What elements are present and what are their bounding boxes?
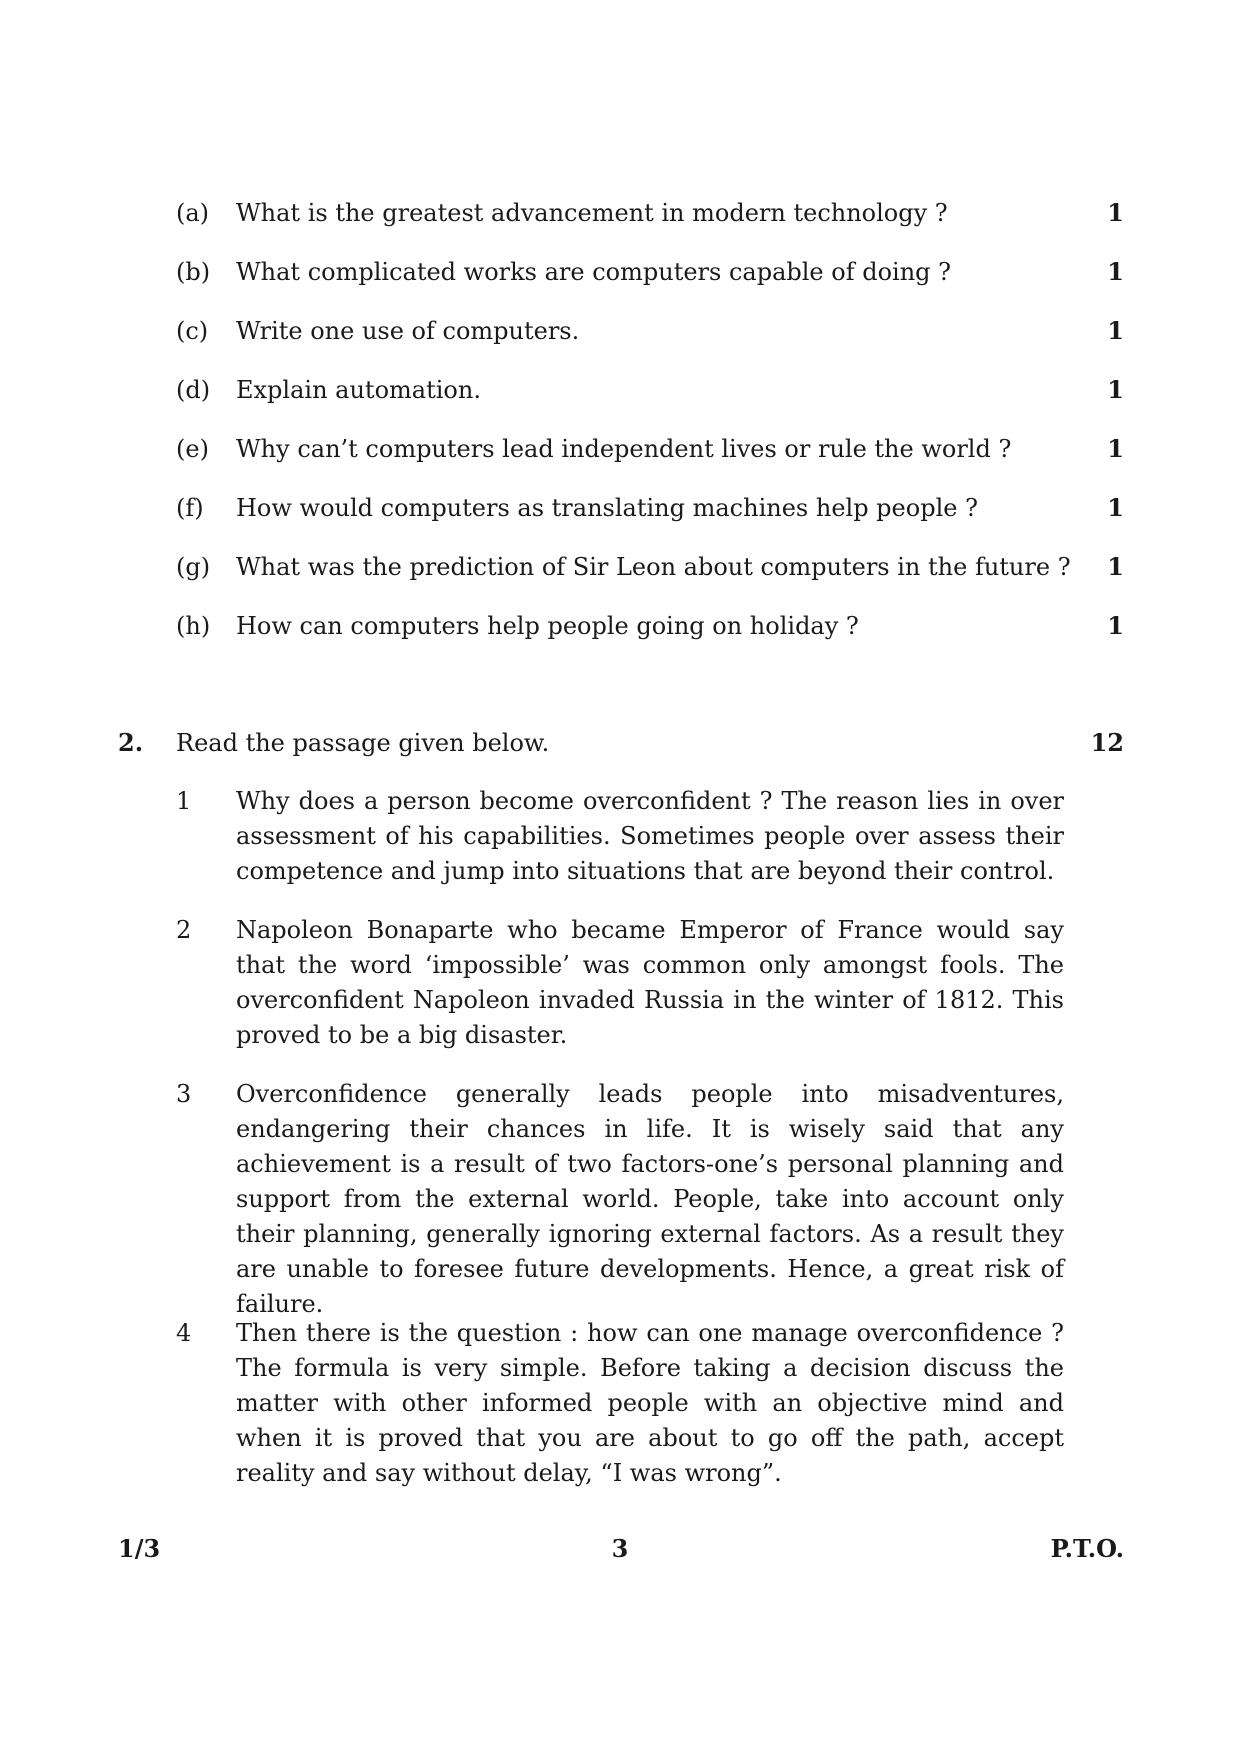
question-label: (e) xyxy=(176,435,209,463)
question-1g xyxy=(0,550,1240,584)
question-label: (h) xyxy=(176,612,211,640)
paper-code: 1/3 xyxy=(118,1534,161,1563)
paragraph-text: Overconfidence generally leads people into misadventures, endangering their chances in life. It is wisely said that any achievement is a result of two factors-one’s personal planning and support from the external world. People, take into account only their planning, generally ignoring external factors. As a result they are unable to foresee future developments. Hence, a great risk of failure. xyxy=(236,1080,1064,1318)
question-text: Why can’t computers lead independent lives or rule the world ? xyxy=(236,435,1012,463)
question-1h xyxy=(0,609,1240,643)
question-label: (g) xyxy=(176,553,211,581)
question-marks: 1 xyxy=(1107,257,1124,286)
question-marks: 1 xyxy=(1107,493,1124,522)
question-label: (c) xyxy=(176,317,209,345)
question-text: How can computers help people going on holiday ? xyxy=(236,612,859,640)
question-label: (d) xyxy=(176,376,211,404)
question-label: (f) xyxy=(176,494,204,522)
question-marks: 1 xyxy=(1107,434,1124,463)
page-footer xyxy=(0,1532,1240,1566)
question-marks: 12 xyxy=(1090,728,1124,757)
question-label: (a) xyxy=(176,199,210,227)
paragraph-number: 1 xyxy=(176,787,192,815)
question-text: What complicated works are computers capable of doing ? xyxy=(236,258,952,286)
paragraph-number: 4 xyxy=(176,1319,192,1347)
question-marks: 1 xyxy=(1107,316,1124,345)
paragraph-number: 3 xyxy=(176,1080,192,1108)
question-marks: 1 xyxy=(1107,375,1124,404)
question-1b xyxy=(0,255,1240,289)
question-1f xyxy=(0,491,1240,525)
page-number: 3 xyxy=(611,1534,629,1563)
paragraph-text: Napoleon Bonaparte who became Emperor of France would say that the word ‘impossible’ was common only amongst fools. The overconfident Napoleon invaded Russia in the winter of 1812. This proved to be a big disaster. xyxy=(236,916,1064,1049)
question-2-heading xyxy=(0,726,1240,760)
question-label: (b) xyxy=(176,258,211,286)
paragraph-text: Why does a person become overconfident ? The reason lies in over assessment of his capabilities. Sometimes people over assess their competence and jump into situations that are beyond their control. xyxy=(236,787,1064,885)
question-number: 2. xyxy=(118,728,144,757)
question-1c xyxy=(0,314,1240,348)
question-instruction: Read the passage given below. xyxy=(176,729,550,757)
question-text: Write one use of computers. xyxy=(236,317,580,345)
question-marks: 1 xyxy=(1107,611,1124,640)
paragraph-number: 2 xyxy=(176,916,192,944)
question-text: Explain automation. xyxy=(236,376,481,404)
question-text: What was the prediction of Sir Leon about computers in the future ? xyxy=(236,553,1071,581)
question-text: How would computers as translating machines help people ? xyxy=(236,494,978,522)
paragraph-text: Then there is the question : how can one manage overconfidence ? The formula is very simple. Before taking a decision discuss the matter with other informed people with an objective mind and when it is proved that you are about to go off the path, accept reality and say without delay, “I was wrong”. xyxy=(236,1319,1064,1487)
question-1a xyxy=(0,196,1240,230)
question-1d xyxy=(0,373,1240,407)
question-marks: 1 xyxy=(1107,198,1124,227)
please-turn-over: P.T.O. xyxy=(1050,1534,1124,1563)
question-text: What is the greatest advancement in modern technology ? xyxy=(236,199,948,227)
question-marks: 1 xyxy=(1107,552,1124,581)
question-1e xyxy=(0,432,1240,466)
